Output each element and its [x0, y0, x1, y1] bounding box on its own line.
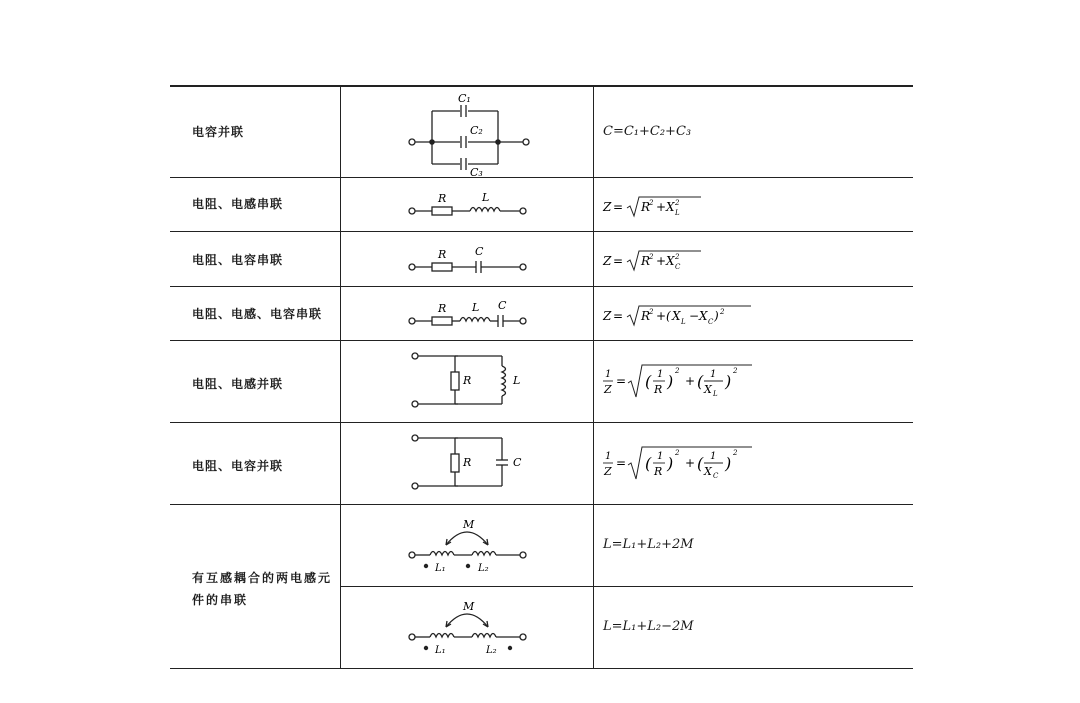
reciprocal-formula	[603, 447, 763, 483]
svg-text:Z: Z	[603, 200, 612, 214]
svg-text:L: L	[681, 318, 686, 326]
row-label-rc-parallel: 电阻、电容并联	[192, 459, 284, 473]
svg-text:(: (	[645, 372, 652, 391]
r-label: R	[438, 192, 447, 205]
formula-rl-parallel	[603, 365, 763, 405]
column-divider	[593, 85, 594, 669]
reciprocal-formula	[603, 365, 763, 401]
svg-text:1: 1	[605, 451, 612, 462]
svg-text:R: R	[641, 254, 651, 268]
svg-text:X: X	[666, 254, 675, 268]
svg-text:R: R	[641, 200, 651, 214]
svg-text:1: 1	[605, 369, 612, 380]
c2-label: C₂	[470, 124, 483, 137]
formula-mutual-opposing: L=L₁+L₂−2M	[603, 619, 694, 634]
row-label-rl-series: 电阻、电感串联	[192, 197, 284, 211]
svg-text:2: 2	[733, 367, 738, 375]
row-divider	[170, 340, 913, 341]
table-bottom-rule	[170, 668, 913, 669]
svg-text:): )	[725, 454, 732, 473]
svg-text:(: (	[697, 454, 704, 473]
l-label: L	[472, 301, 480, 314]
row-label-mutual-inductance	[192, 567, 332, 611]
capacitor-parallel-diagram	[342, 90, 592, 178]
c1-label: C₁	[458, 92, 471, 105]
m-label: M	[463, 600, 475, 613]
svg-text:X: X	[704, 383, 712, 396]
svg-text:+: +	[685, 374, 696, 388]
svg-text:=: =	[616, 456, 627, 470]
c-label: C	[475, 245, 484, 258]
mutual-aiding-diagram	[342, 511, 592, 585]
svg-text:(: (	[645, 454, 652, 473]
formula-rlc-series	[603, 306, 763, 334]
rl-series-diagram	[342, 185, 592, 229]
svg-text:2: 2	[649, 253, 654, 261]
svg-text:=: =	[613, 309, 624, 323]
svg-text:X: X	[704, 465, 712, 478]
rl-parallel-diagram	[342, 347, 592, 421]
svg-text:X: X	[699, 309, 708, 323]
formula-rc-parallel	[603, 447, 763, 487]
svg-text:+: +	[656, 200, 667, 214]
svg-text:+: +	[656, 309, 667, 323]
svg-text:1: 1	[657, 451, 664, 462]
formula-rc-series	[603, 251, 723, 279]
svg-text:R: R	[654, 383, 663, 396]
svg-text:C: C	[675, 263, 681, 271]
l1-label: L₁	[435, 645, 446, 656]
l2-label: L₂	[478, 563, 489, 574]
row-divider	[170, 422, 913, 423]
svg-text:): )	[667, 454, 674, 473]
svg-text:Z: Z	[603, 309, 612, 323]
r-label: R	[438, 302, 447, 315]
svg-text:+: +	[685, 456, 696, 470]
svg-text:X: X	[666, 200, 675, 214]
svg-text:=: =	[613, 254, 624, 268]
formula-mutual-aiding: L=L₁+L₂+2M	[603, 537, 694, 552]
c-label: C	[498, 299, 507, 312]
sqrt-formula	[603, 251, 723, 275]
svg-text:X: X	[672, 309, 681, 323]
table-top-rule	[170, 85, 913, 87]
svg-text:−: −	[689, 309, 700, 323]
formula-rl-series	[603, 197, 723, 225]
column-divider	[340, 85, 341, 669]
rlc-series-diagram	[342, 295, 592, 339]
sqrt-formula	[603, 306, 763, 330]
svg-text:C: C	[708, 318, 714, 326]
rc-series-diagram	[342, 241, 592, 285]
row-label-line: 有互感耦合的两电感元	[192, 571, 333, 585]
svg-text:+: +	[656, 254, 667, 268]
svg-text:2: 2	[675, 449, 680, 457]
svg-text:R: R	[641, 309, 651, 323]
svg-text:1: 1	[657, 369, 664, 380]
row-divider	[341, 586, 913, 587]
l1-label: L₁	[435, 563, 446, 574]
svg-text:R: R	[654, 465, 663, 478]
r-label: R	[438, 248, 447, 261]
svg-text:(: (	[666, 309, 671, 323]
svg-text:1: 1	[710, 369, 717, 380]
svg-text:L: L	[675, 209, 680, 217]
svg-text:(: (	[697, 372, 704, 391]
row-label-rc-series: 电阻、电容串联	[192, 253, 284, 267]
sqrt-formula	[603, 197, 723, 221]
svg-text:Z: Z	[604, 465, 612, 478]
r-label: R	[463, 456, 472, 469]
svg-text:1: 1	[710, 451, 717, 462]
row-divider	[170, 231, 913, 232]
row-label-line: 件的串联	[192, 593, 249, 607]
svg-text:): )	[725, 372, 732, 391]
mutual-opposing-diagram	[342, 593, 592, 667]
svg-text:2: 2	[675, 367, 680, 375]
row-divider	[170, 504, 913, 505]
svg-text:Z: Z	[603, 254, 612, 268]
svg-text:=: =	[616, 374, 627, 388]
r-label: R	[463, 374, 472, 387]
svg-text:C: C	[713, 472, 719, 480]
row-label-rl-parallel: 电阻、电感并联	[192, 377, 284, 391]
svg-text:2: 2	[720, 308, 725, 316]
svg-text:L: L	[713, 390, 718, 398]
l2-label: L₂	[486, 645, 497, 656]
row-label-capacitor-parallel: 电容并联	[192, 125, 245, 139]
row-label-rlc-series: 电阻、电感、电容串联	[192, 307, 323, 321]
l-label: L	[482, 191, 490, 204]
svg-text:): )	[667, 372, 674, 391]
svg-text:=: =	[613, 200, 624, 214]
svg-text:2: 2	[675, 199, 680, 207]
m-label: M	[463, 518, 475, 531]
svg-text:2: 2	[675, 253, 680, 261]
svg-text:Z: Z	[604, 383, 612, 396]
svg-text:2: 2	[649, 308, 654, 316]
l-label: L	[513, 374, 521, 387]
formula-capacitor-parallel: C=C₁+C₂+C₃	[603, 124, 692, 139]
svg-text:2: 2	[649, 199, 654, 207]
c3-label: C₃	[470, 166, 483, 178]
rc-parallel-diagram	[342, 429, 592, 503]
connection-table	[170, 85, 913, 669]
c-label: C	[513, 456, 522, 469]
row-divider	[170, 286, 913, 287]
svg-text:): )	[714, 309, 719, 323]
svg-text:2: 2	[733, 449, 738, 457]
